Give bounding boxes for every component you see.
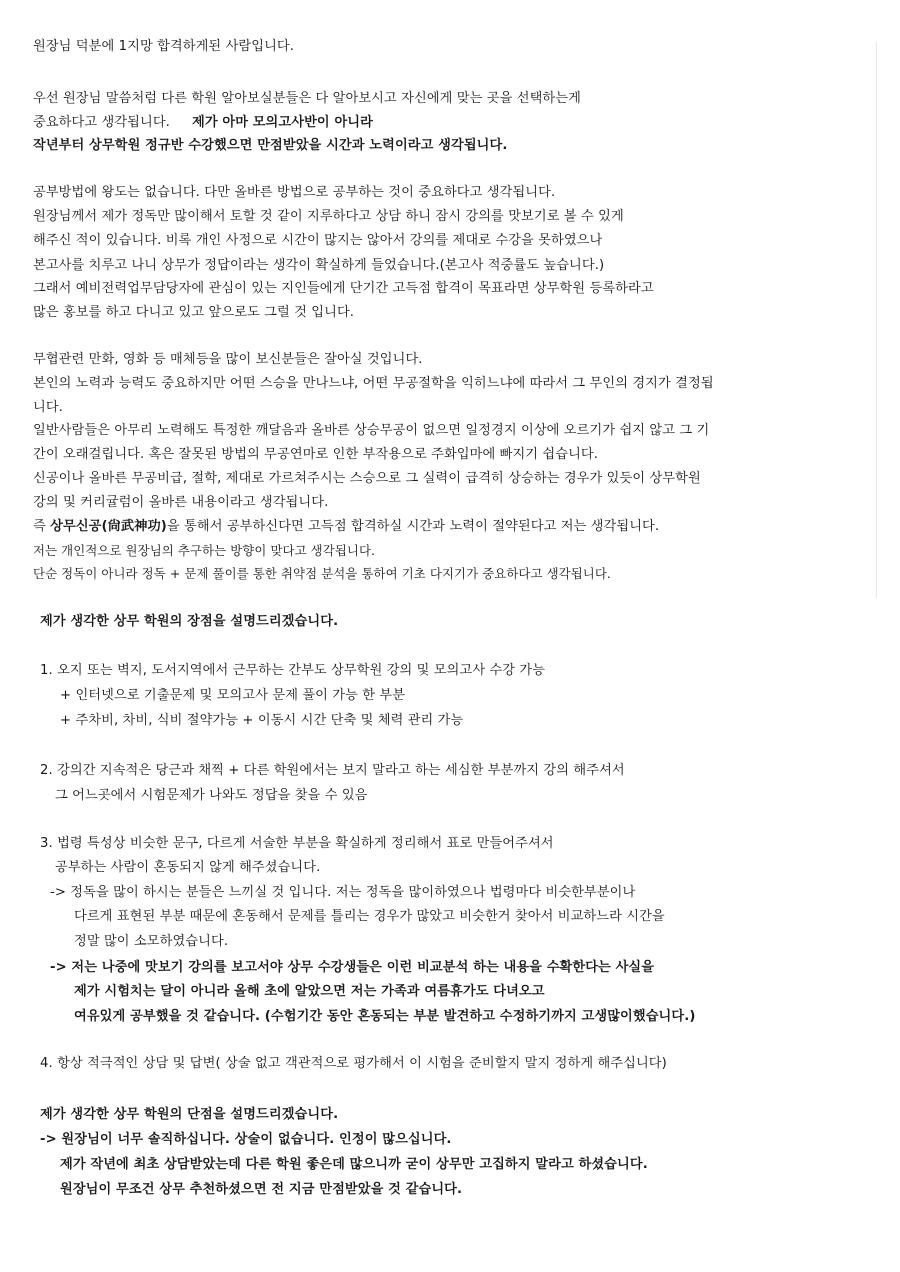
pros-item4-line1: 4. 항상 적극적인 상담 및 답변( 상술 없고 객관적으로 평가해서 이 시험을 준비할지 말지 정하게 해주십니다): [40, 1056, 667, 1071]
pros-heading: 제가 생각한 상무 학원의 장점을 설명드리겠습니다.: [40, 614, 339, 629]
para2-line5: 그래서 예비전력업무담당자에 관심이 있는 지인들에게 단기간 고득점 합격이 목표라면 상무학원 등록하라고: [33, 281, 654, 296]
para2-line2: 원장님께서 제가 정독만 많이해서 토할 것 같이 지루하다고 상담 하니 잠시 강의를 맛보기로 볼 수 있게: [33, 209, 624, 224]
para3-line9: 저는 개인적으로 원장님의 추구하는 방향이 맞다고 생각됩니다.: [33, 543, 376, 558]
pros-item3-line7: 제가 시험치는 달이 아니라 올해 초에 알았으면 저는 가족과 여름휴가도 다녀오고: [74, 984, 545, 999]
para3-line2: 본인의 노력과 능력도 중요하지만 어떤 스승을 만나느냐, 어떤 무공절학을 익히느냐에 따라서 그 무인의 경지가 결정됩: [33, 376, 714, 391]
para3-line5: 간이 오래걸립니다. 혹은 잘못된 방법의 무공연마로 인한 부작용으로 주화입마에 빠지기 쉽습니다.: [33, 447, 599, 462]
para2-line1: 공부방법에 왕도는 없습니다. 다만 올바른 방법으로 공부하는 것이 중요하다고 생각됩니다.: [33, 185, 556, 200]
para3-line8-bold: 상무신공(尙武神功): [50, 519, 167, 534]
pros-item3-line4: 다르게 표현된 부분 때문에 혼동해서 문제를 틀리는 경우가 많았고 비슷한거 찾아서 비교하느라 시간을: [74, 909, 665, 924]
pros-item1-line2: + 인터넷으로 기출문제 및 모의고사 문제 풀이 가능 한 부분: [60, 688, 406, 703]
para3-line8-rest: 을 통해서 공부하신다면 고득점 합격하실 시간과 노력이 절약된다고 저는 생각됩니다.: [166, 519, 660, 534]
para2-line6: 많은 홍보를 하고 다니고 있고 앞으로도 그럴 것 입니다.: [33, 305, 355, 320]
cons-line3: 원장님이 무조건 상무 추천하셨으면 전 지금 만점받았을 것 같습니다.: [60, 1182, 463, 1197]
para1-line3: 작년부터 상무학원 정규반 수강했으면 만점받았을 시간과 노력이라고 생각됩니다.: [33, 138, 508, 153]
para2-line3: 해주신 적이 있습니다. 비록 개인 사정으로 시간이 많지는 않아서 강의를 제대로 수강을 못하였으나: [33, 233, 603, 248]
pros-item3-line1: 3. 법령 특성상 비슷한 문구, 다르게 서술한 부분을 확실하게 정리해서 표로 만들어주셔서: [40, 836, 554, 851]
pros-item3-line8: 여유있게 공부했을 것 같습니다. (수험기간 동안 혼동되는 부분 발견하고 수정하기까지 고생많이했습니다.): [74, 1009, 696, 1024]
pros-item1-line3: + 주차비, 차비, 식비 절약가능 + 이동시 시간 단축 및 체력 관리 가능: [60, 713, 464, 728]
para3-line8-prefix: 즉: [33, 519, 51, 534]
pros-item2-line1: 2. 강의간 지속적은 당근과 채찍 + 다른 학원에서는 보지 말라고 하는 세심한 부분까지 강의 해주셔서: [40, 763, 625, 778]
para3-line10: 단순 정독이 아니라 정독 + 문제 풀이를 통한 취약점 분석을 통하여 기초 다지기가 중요하다고 생각됩니다.: [33, 566, 611, 581]
para1-line1: 우선 원장님 말씀처럼 다른 학원 알아보실분들은 다 알아보시고 자신에게 맞는 곳을 선택하는게: [33, 91, 581, 106]
para3-line3: 니다.: [33, 400, 63, 415]
pros-item1-line1: 1. 오지 또는 벽지, 도서지역에서 근무하는 간부도 상무학원 강의 및 모의고사 수강 가능: [40, 663, 546, 678]
para3-line7: 강의 및 커리귤럼이 올바른 내용이라고 생각됩니다.: [33, 495, 329, 510]
cons-line2: 제가 작년에 최초 상담받았는데 다른 학원 좋은데 많으니까 굳이 상무만 고집하지 말라고 하셨습니다.: [60, 1157, 648, 1172]
para1-line2-normal: 중요하다고 생각됩니다.: [33, 115, 170, 130]
para3-line1: 무협관련 만화, 영화 등 매체등을 많이 보신분들은 잘아실 것입니다.: [33, 352, 423, 367]
pros-item3-line6: -> 저는 나중에 맛보기 강의를 보고서야 상무 수강생들은 이런 비교분석 하는 내용을 수확한다는 사실을: [50, 960, 655, 975]
pros-item3-line3: -> 정독을 많이 하시는 분들은 느끼실 것 입니다. 저는 정독을 많이하였으나 법령마다 비슷한부분이나: [50, 885, 636, 900]
intro-line: 원장님 덕분에 1지망 합격하게된 사람입니다.: [33, 39, 295, 54]
para2-line4: 본고사를 치루고 나니 상무가 정답이라는 생각이 확실하게 들었습니다.(본고사 적중률도 높습니다.): [33, 258, 605, 273]
cons-line1: -> 원장님이 너무 솔직하십니다. 상술이 없습니다. 인정이 많으십니다.: [40, 1132, 452, 1147]
pros-item3-line2: 공부하는 사람이 혼동되지 않게 해주셨습니다.: [55, 860, 321, 875]
para3-line6: 신공이나 올바른 무공비급, 절학, 제대로 가르쳐주시는 스승으로 그 실력이 급격히 상승하는 경우가 있듯이 상무학원: [33, 471, 701, 486]
para3-line4: 일반사람들은 아무리 노력해도 특정한 깨달음과 올바른 상승무공이 없으면 일정경지 이상에 오르기가 쉽지 않고 그 기: [33, 423, 710, 438]
para3-line8: [33, 518, 659, 536]
page-divider: [876, 42, 877, 598]
para1-line2-bold: 제가 아마 모의고사반이 아니라: [191, 115, 373, 130]
pros-item3-line5: 정말 많이 소모하였습니다.: [74, 934, 229, 949]
cons-heading: 제가 생각한 상무 학원의 단점을 설명드리겠습니다.: [40, 1107, 339, 1122]
para1-line2: [33, 114, 373, 132]
pros-item2-line2: 그 어느곳에서 시험문제가 나와도 정답을 찾을 수 있음: [55, 788, 368, 803]
